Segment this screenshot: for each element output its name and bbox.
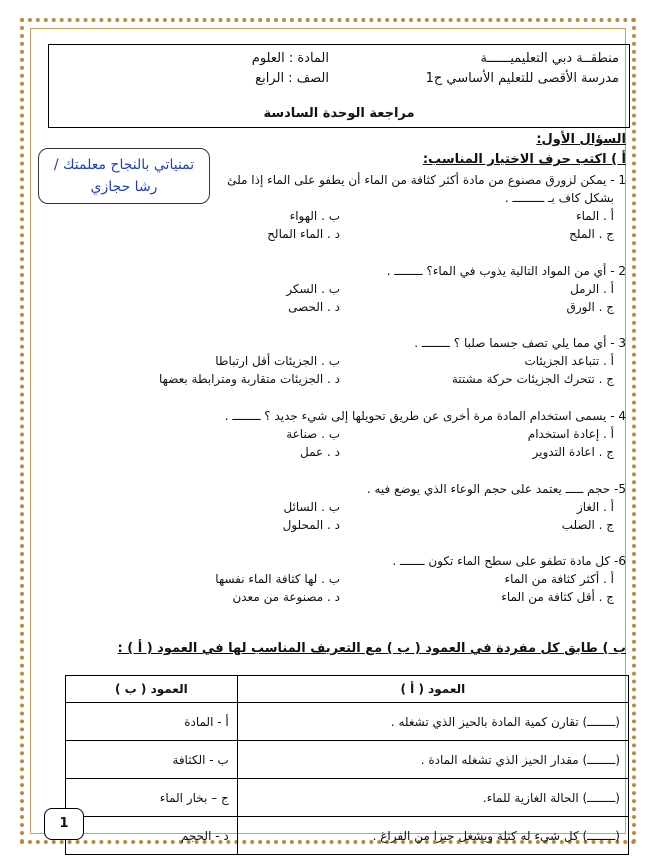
row-4-definition: (ــــــــ) كل شيء له كتلة ويشغل حيزا من الفراغ . [237,817,628,855]
q4-option-a: أ . إعادة استخدام [527,427,614,441]
q2-text: 2 - أي من المواد التالية يذوب في الماء؟ ــــــــ . [386,264,626,278]
q3-text: 3 - أي مما يلي تصف جسما صلبا ؟ ــــــــ . [414,336,626,350]
row-3-term: ج – بخار الماء [66,779,238,817]
q1-option-b: ب . الهواء [289,209,340,223]
q4-option-c: ج . اعادة التدوير [532,445,614,459]
page-number: 1 [44,808,84,840]
q2-option-c: ج . الورق [566,300,614,314]
part-a-title: أ ) اكتب حرف الاختيار المناسب: [422,152,626,167]
q6-option-d: د . مصنوعة من معدن [232,590,340,604]
q6-option-b: ب . لها كثافة الماء نفسها [215,572,340,586]
q3-option-b: ب . الجزيئات أقل ارتباطا [215,354,340,368]
table-header-row [66,676,629,703]
column-a-header: العمود ( أ ) [237,676,628,703]
q3-option-a: أ . تتباعد الجزيئات [524,354,614,368]
q1-text-2: بشكل كاف بـ ـــــــــ . [504,191,614,205]
q4-option-d: د . عمل [300,445,340,459]
q1-option-c: ج . الملح [569,227,614,241]
subject-label: المادة : العلوم [251,51,329,66]
q6-text: 6- كل مادة تطفو على سطح الماء تكون ـــــــ . [392,554,626,568]
table-row [66,741,629,779]
row-4-term: د - الحجم [66,817,238,855]
q3-option-c: ج . تتحرك الجزيئات حركة مشتتة [451,372,614,386]
row-3-definition: (ــــــــ) الحالة الغازية للماء. [237,779,628,817]
row-2-term: ب - الكثافة [66,741,238,779]
q2-option-b: ب . السكر [286,282,340,296]
q2-option-a: أ . الرمل [570,282,614,296]
q4-text: 4 - يسمى استخدام المادة مرة أخرى عن طريق تحويلها إلى شيء جديد ؟ ــــــــ . [224,409,626,423]
school-label: مدرسة الأقصى للتعليم الأساسي ح1 [425,71,619,86]
matching-table [65,675,629,855]
table-row [66,703,629,741]
q5-option-d: د . المحلول [282,518,340,532]
wish-line-1: تمنياتي بالنجاح معلمتك / [53,157,195,173]
row-2-definition: (ــــــــ) مقدار الحيز الذي تشغله المادة . [237,741,628,779]
q2-option-d: د . الحصى [288,300,340,314]
q1-option-a: أ . الماء [575,209,614,223]
q5-option-c: ج . الصلب [561,518,614,532]
question-heading: السؤال الأول: [536,132,626,147]
table-row [66,779,629,817]
region-label: منطقــة دبي التعليميــــــة [480,51,619,66]
grade-label: الصف : الرابع [255,71,329,86]
part-b-title: ب ) طابق كل مفردة في العمود ( ب ) مع التعريف المناسب لها في العمود ( أ ) : [117,641,626,656]
row-1-definition: (ــــــــ) تقارن كمية المادة بالحيز الذي تشغله . [237,703,628,741]
wish-line-2: رشا حجازي [90,179,158,195]
q1-option-d: د . الماء المالح [267,227,340,241]
q6-option-a: أ . أكثر كثافة من الماء [504,572,614,586]
column-b-header: العمود ( ب ) [66,676,238,703]
q6-option-c: ج . أقل كثافة من الماء [501,590,614,604]
wish-box [38,148,210,204]
q5-text: 5- حجم ـــــ يعتمد على حجم الوعاء الذي يوضع فيه . [366,482,626,496]
q4-option-b: ب . صناعة [286,427,340,441]
q3-option-d: د . الجزيئات متقاربة ومترابطة بعضها [159,372,340,386]
q1-text: 1 - يمكن لزورق مصنوع من مادة أكثر كثافة من الماء أن يطفو على الماء إذا ملئ [227,173,626,187]
row-1-term: أ - المادة [66,703,238,741]
q5-option-b: ب . السائل [283,500,340,514]
q5-option-a: أ . الغاز [576,500,614,514]
table-row [66,817,629,855]
page-title: مراجعة الوحدة السادسة [263,106,415,121]
